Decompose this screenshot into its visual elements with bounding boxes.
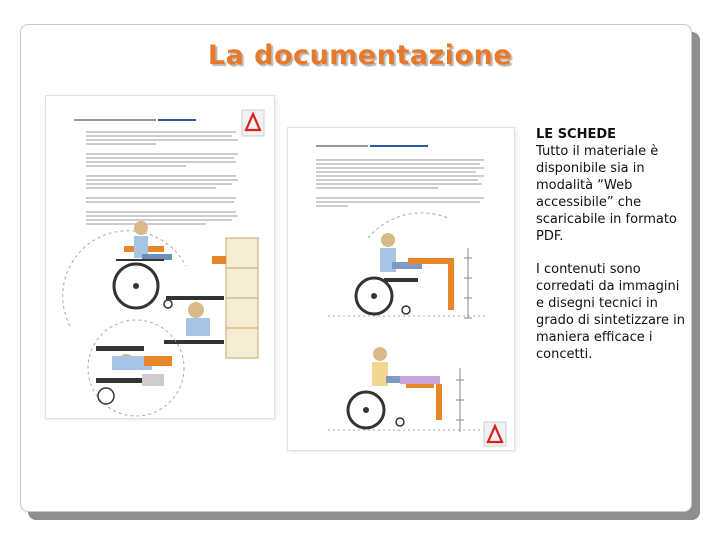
slide-title: La documentazione xyxy=(207,40,513,71)
paragraph-1: Tutto il materiale è disponibile sia in modalità “Web accessibile” che scaricabile in formato PDF. xyxy=(536,144,677,244)
document-page-2-drawing xyxy=(288,128,514,450)
pdf-icon[interactable] xyxy=(484,422,506,446)
document-page-1-drawing xyxy=(46,96,274,418)
document-page-1[interactable] xyxy=(46,96,274,418)
paragraph-2: I contenuti sono corredati da immagini e disegni tecnici in grado di sintetizzare in maniera efficace i concetti. xyxy=(536,262,685,362)
description-text xyxy=(536,126,686,379)
section-heading: LE SCHEDE xyxy=(536,127,617,142)
pdf-icon[interactable] xyxy=(242,110,264,136)
document-page-2[interactable] xyxy=(288,128,514,450)
